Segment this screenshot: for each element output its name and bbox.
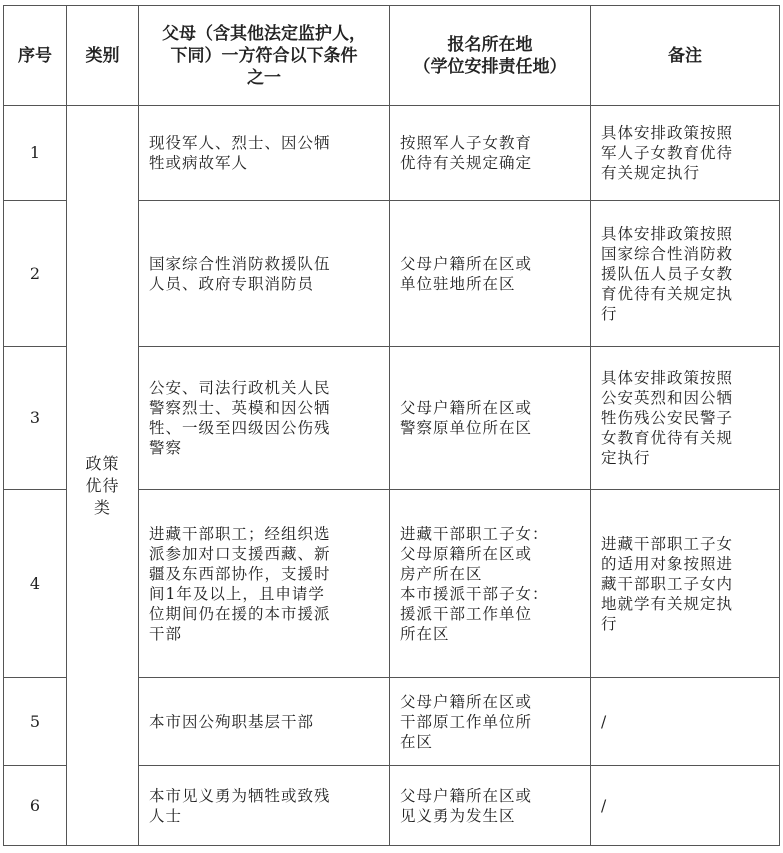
remarks-line: 有关规定执行 xyxy=(601,164,701,182)
row-condition xyxy=(139,201,390,347)
location-line: 警察原单位所在区 xyxy=(400,419,533,437)
condition-line: 牲、一级至四级因公伤残 xyxy=(149,419,331,437)
location-line: 父母户籍所在区或 xyxy=(400,399,533,417)
condition-line: 派参加对口支援西藏、新 xyxy=(149,544,331,563)
row-location xyxy=(390,490,591,678)
row-condition xyxy=(139,490,390,678)
row-condition xyxy=(139,106,390,201)
condition-line: 人员、政府专职消防员 xyxy=(149,274,315,293)
condition-line: 位期间仍在援的本市援派 xyxy=(149,604,331,623)
header-row xyxy=(4,6,780,106)
category-line: 优待 xyxy=(85,475,120,495)
header-category: 类别 xyxy=(67,6,139,106)
remarks-line: 行 xyxy=(601,304,618,323)
remarks-line: 行 xyxy=(601,614,618,633)
row-remarks xyxy=(591,347,780,490)
row-condition xyxy=(139,766,390,846)
location-line: 父母户籍所在区或 xyxy=(400,692,533,711)
location-line: 见义勇为发生区 xyxy=(400,806,516,825)
condition-line: 公安、司法行政机关人民 xyxy=(149,379,331,397)
remarks-line: 牲伤残公安民警子 xyxy=(601,409,734,427)
location-line: 进藏干部职工子女： xyxy=(400,524,549,543)
header-condition-line: 下同）一方符合以下条件 xyxy=(170,45,358,66)
row-seq: 1 xyxy=(4,106,67,201)
location-line: 援派干部工作单位 xyxy=(400,604,533,623)
header-condition-line: 之一 xyxy=(247,67,281,88)
header-remarks: 备注 xyxy=(591,6,780,106)
row-remarks xyxy=(591,106,780,201)
category-cell xyxy=(67,106,139,846)
location-line: 单位驻地所在区 xyxy=(400,274,516,293)
remarks-line: 具体安排政策按照 xyxy=(601,124,734,142)
condition-line: 牲或病故军人 xyxy=(149,154,249,172)
row-location xyxy=(390,347,591,490)
remarks-line: 具体安排政策按照 xyxy=(601,224,734,243)
header-location-line: （学位安排责任地） xyxy=(413,56,567,77)
remarks-line: 的适用对象按照进 xyxy=(601,554,734,573)
header-condition xyxy=(139,6,390,106)
location-line: 父母户籍所在区或 xyxy=(400,786,533,805)
condition-line: 本市因公殉职基层干部 xyxy=(149,712,315,731)
row-seq: 6 xyxy=(4,766,67,846)
condition-line: 现役军人、烈士、因公牺 xyxy=(149,134,331,152)
category-line: 政策 xyxy=(85,453,120,473)
condition-line: 干部 xyxy=(149,624,183,643)
header-location-line: 报名所在地 xyxy=(447,34,533,55)
row-location xyxy=(390,106,591,201)
table-row xyxy=(4,106,780,201)
remarks-line: 藏干部职工子女内 xyxy=(601,574,734,593)
remarks-line: / xyxy=(601,796,608,815)
remarks-line: 公安英烈和因公牺 xyxy=(601,389,734,407)
policy-table-wrapper xyxy=(3,5,780,846)
remarks-line: 进藏干部职工子女 xyxy=(601,534,734,553)
location-line: 在区 xyxy=(400,732,434,751)
condition-line: 国家综合性消防救援队伍 xyxy=(149,254,331,273)
remarks-line: 女教育优待有关规 xyxy=(601,429,734,447)
condition-line: 本市见义勇为牺牲或致残 xyxy=(149,786,331,805)
location-line: 按照军人子女教育 xyxy=(400,134,533,152)
row-seq: 2 xyxy=(4,201,67,347)
remarks-line: 育优待有关规定执 xyxy=(601,284,734,303)
location-line: 优待有关规定确定 xyxy=(400,154,533,172)
remarks-line: 地就学有关规定执 xyxy=(601,594,734,613)
location-line: 所在区 xyxy=(400,624,450,643)
row-condition xyxy=(139,678,390,766)
header-location xyxy=(390,6,591,106)
remarks-line: 具体安排政策按照 xyxy=(601,369,734,387)
row-remarks xyxy=(591,490,780,678)
remarks-line: / xyxy=(601,712,608,731)
category-line: 类 xyxy=(93,497,111,517)
row-remarks xyxy=(591,678,780,766)
location-line: 干部原工作单位所 xyxy=(400,712,533,731)
row-location xyxy=(390,678,591,766)
header-seq: 序号 xyxy=(4,6,67,106)
row-remarks xyxy=(591,201,780,347)
row-seq: 4 xyxy=(4,490,67,678)
condition-line: 疆及东西部协作，支援时 xyxy=(149,564,331,583)
remarks-line: 定执行 xyxy=(601,449,651,467)
row-location xyxy=(390,201,591,347)
remarks-line: 援队伍人员子女教 xyxy=(601,264,734,283)
condition-line: 人士 xyxy=(149,806,183,825)
row-condition xyxy=(139,347,390,490)
remarks-line: 国家综合性消防救 xyxy=(601,244,734,263)
header-condition-line: 父母（含其他法定监护人， xyxy=(162,23,366,44)
row-location xyxy=(390,766,591,846)
row-seq: 3 xyxy=(4,347,67,490)
condition-line: 进藏干部职工；经组织选 xyxy=(149,524,331,543)
remarks-line: 军人子女教育优待 xyxy=(601,144,734,162)
row-seq: 5 xyxy=(4,678,67,766)
location-line: 本市援派干部子女： xyxy=(400,584,549,603)
location-line: 父母户籍所在区或 xyxy=(400,254,533,273)
policy-preference-table xyxy=(3,5,780,846)
location-line: 父母原籍所在区或 xyxy=(400,544,533,563)
condition-line: 间1年及以上，且申请学 xyxy=(149,584,325,603)
row-remarks xyxy=(591,766,780,846)
location-line: 房产所在区 xyxy=(400,564,483,583)
condition-line: 警察烈士、英模和因公牺 xyxy=(149,399,331,417)
condition-line: 警察 xyxy=(149,439,183,457)
